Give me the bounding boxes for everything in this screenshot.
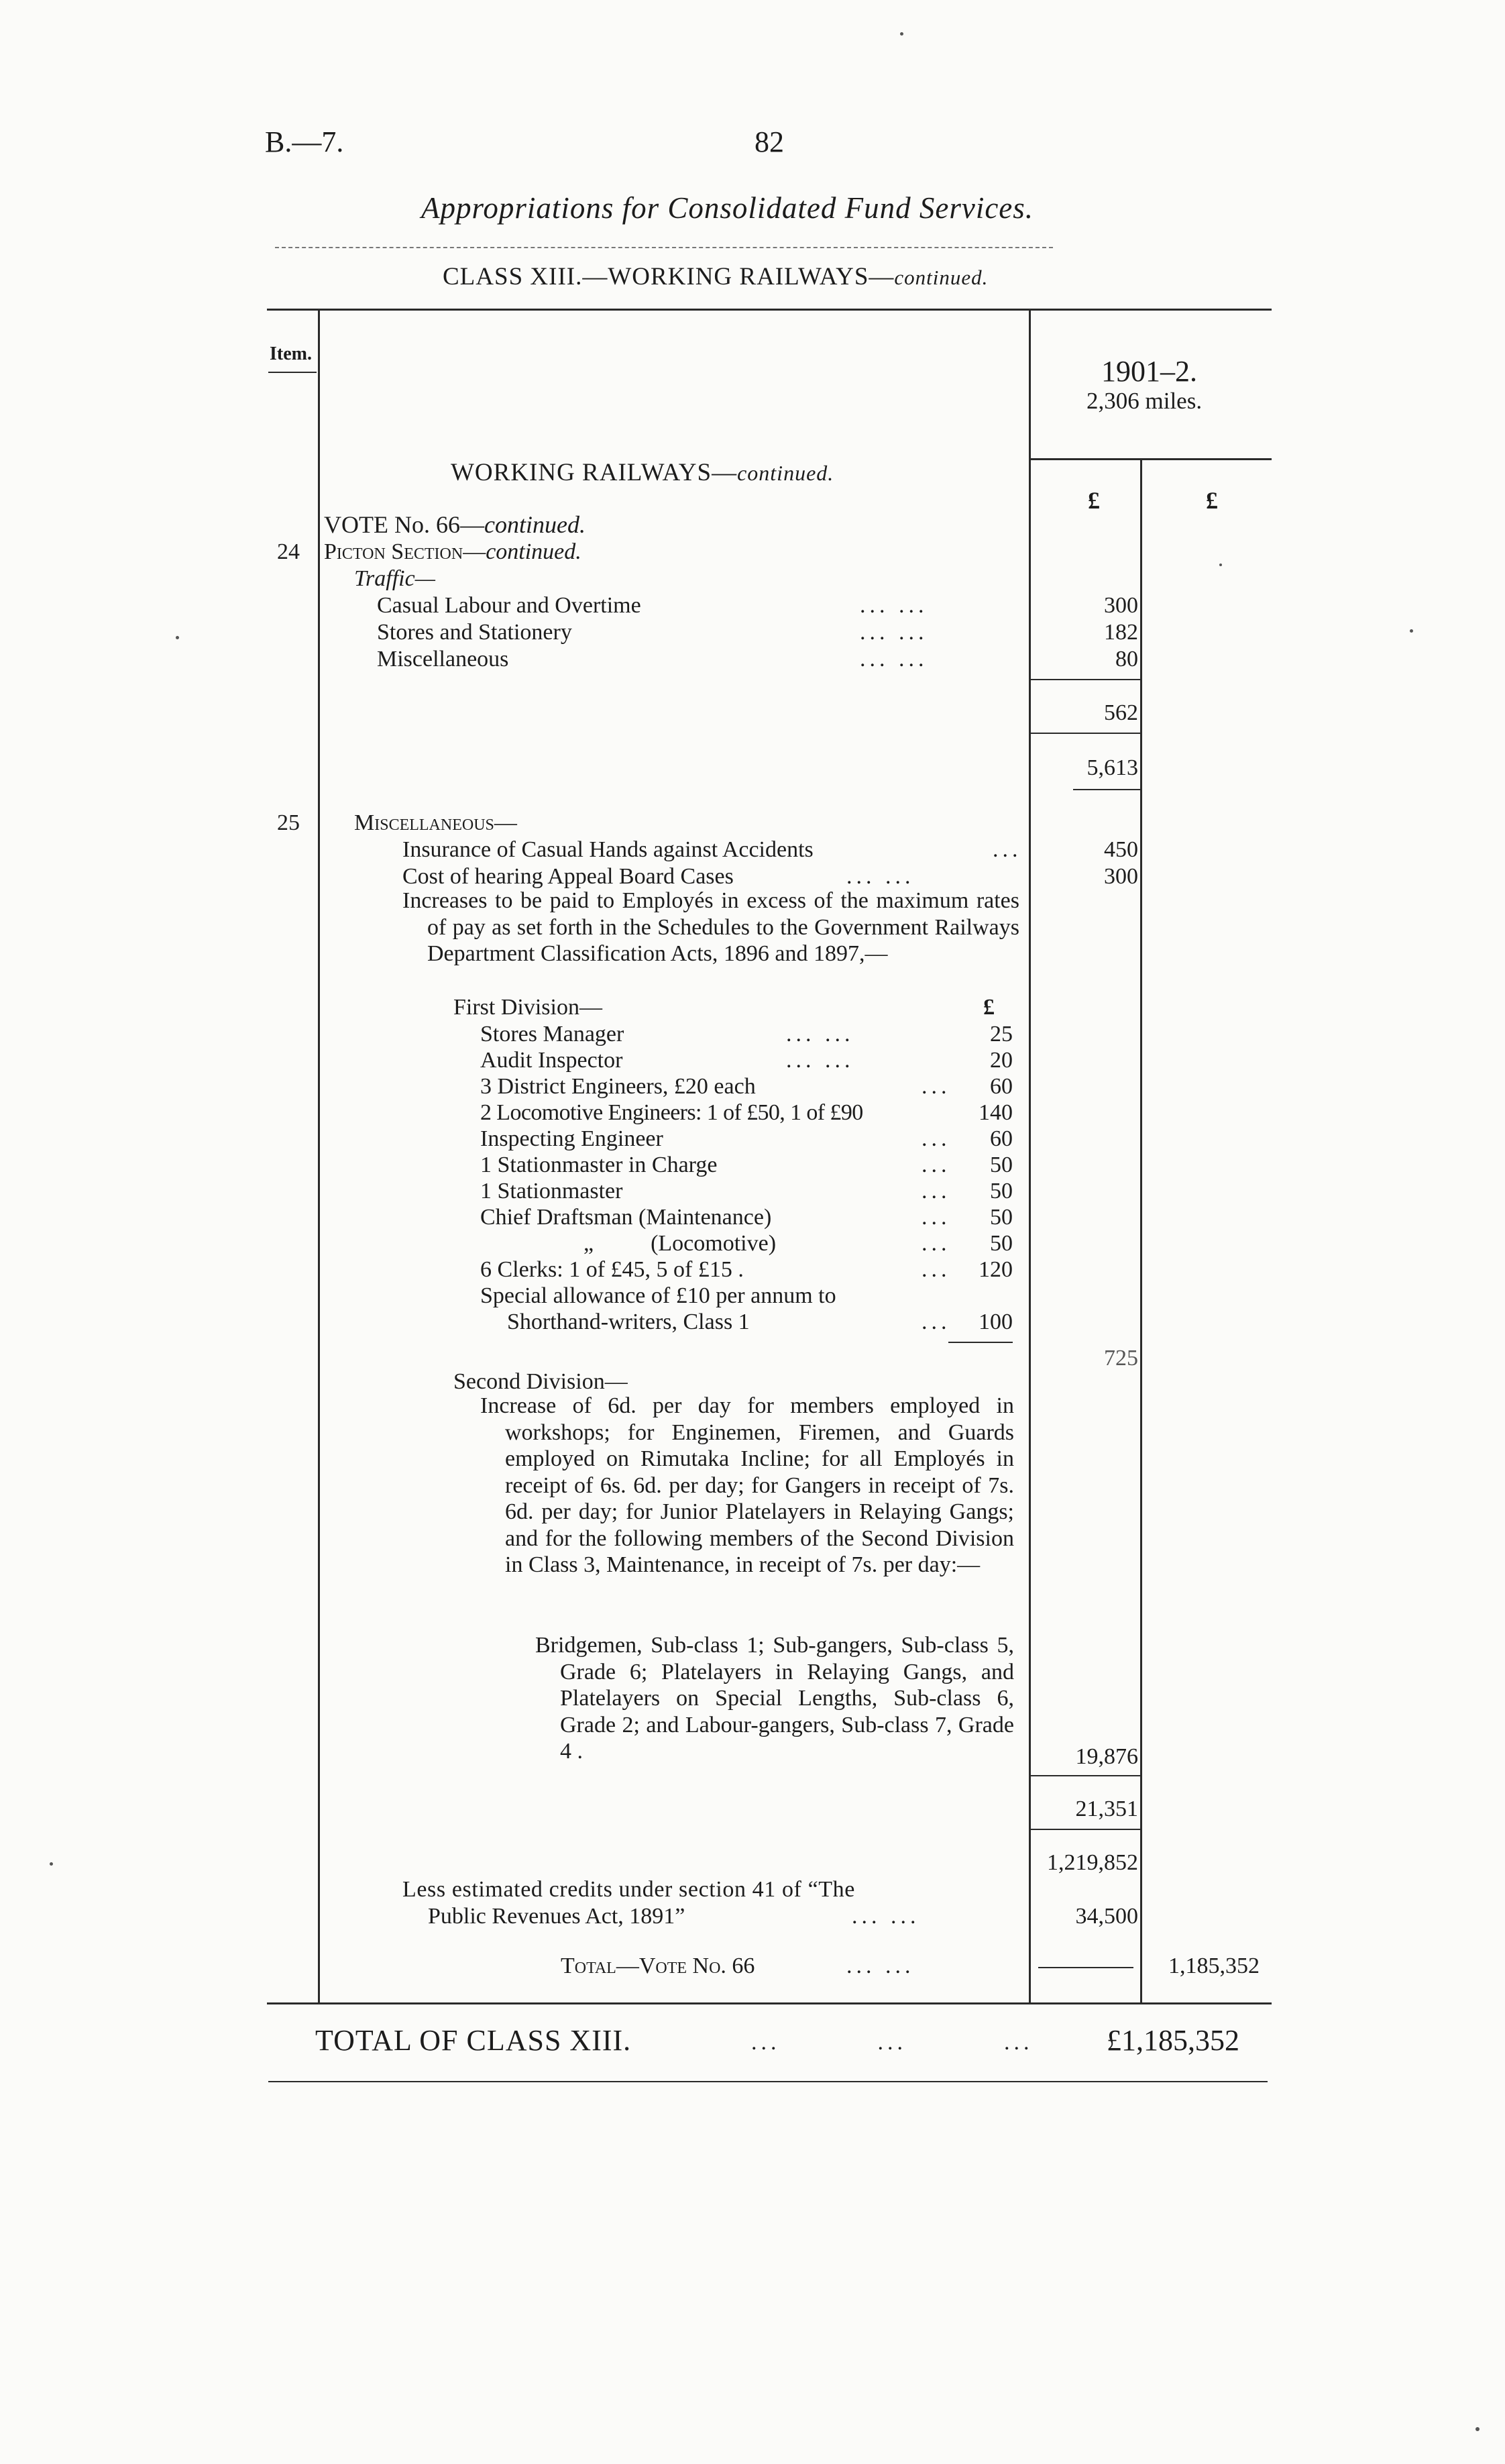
first-division-row-label: 2 Locomotive Engineers: 1 of £50, 1 of £90: [480, 1100, 863, 1125]
first-division-row-label: Inspecting Engineer: [480, 1126, 663, 1151]
vote-heading: [324, 513, 586, 537]
subtotal-rule: [1031, 1775, 1140, 1776]
first-division-row-value: 60: [990, 1074, 1013, 1099]
appeal-value: 300: [1104, 864, 1138, 889]
first-division-row-dots: ...: [922, 1074, 951, 1099]
vote-total-dots: ... ...: [846, 1953, 915, 1978]
less-credits-value: 34,500: [1075, 1904, 1138, 1929]
item-24-title-continued: continued.: [486, 539, 581, 564]
table-top-rule: [267, 309, 1272, 311]
first-division-row-value: 60: [990, 1126, 1013, 1151]
second-division-value: 19,876: [1075, 1744, 1138, 1769]
item-column-header: Item.: [270, 343, 312, 364]
special-allowance-value: 100: [979, 1309, 1013, 1334]
item-25-title: Miscellaneous—: [354, 810, 517, 835]
vote-heading-main: VOTE No. 66—: [324, 511, 484, 538]
second-division-title: Second Division—: [453, 1369, 628, 1394]
traffic-row-value: 80: [1115, 647, 1138, 672]
less-credits-dots: ... ...: [852, 1904, 920, 1929]
increases-paragraph: [402, 888, 1019, 967]
scan-speck: [900, 32, 903, 36]
traffic-row-dots: ... ...: [860, 593, 928, 618]
subtotal-rule: [1073, 789, 1140, 790]
first-division-row-value: 50: [990, 1231, 1013, 1256]
scan-speck: [176, 636, 179, 639]
miles-header: 2,306 miles.: [1086, 388, 1203, 414]
first-division-row-dots: ... ...: [786, 1048, 854, 1073]
subtotal-rule: [1031, 1829, 1140, 1830]
scan-speck: [1410, 629, 1413, 633]
second-division-subparagraph: [535, 1632, 1014, 1765]
first-division-pound: £: [983, 995, 995, 1020]
first-division-row-label: 3 District Engineers, £20 each: [480, 1074, 756, 1099]
first-division-rule: [948, 1342, 1013, 1343]
second-division-paragraph: [480, 1393, 1014, 1578]
first-division-row-dots: ...: [922, 1153, 951, 1177]
class-heading: [443, 264, 988, 289]
traffic-row-dots: ... ...: [860, 647, 928, 672]
traffic-row-label: Stores and Stationery: [377, 620, 572, 645]
amount-column-rule-mid: [1140, 458, 1142, 2002]
amount-column-rule-left: [1029, 311, 1031, 2002]
first-division-row-dots: ...: [922, 1126, 951, 1151]
first-division-row-label: Stores Manager: [480, 1022, 624, 1047]
first-division-row-dots: ...: [922, 1257, 951, 1282]
second-division-text: Increase of 6d. per day for members employed in workshops; for Enginemen, Firemen, and Guards employed on Rimutaka Incline; for all Employés in receipt of 6s. 6d. per day; for Gangers in receipt of 7s. 6d. per day; for Junior Platelayers in Relaying Gangs; and for the following members of the Second Division in Class 3, Maintenance, in receipt of 7s. per day:—: [480, 1393, 1014, 1577]
first-division-row-label: Chief Draftsman (Maintenance): [480, 1205, 772, 1230]
first-division-total: 725: [1104, 1346, 1138, 1371]
first-division-row-label: „ (Locomotive): [583, 1231, 777, 1256]
appeal-dots: ... ...: [846, 864, 915, 889]
traffic-row-value: 300: [1104, 593, 1138, 618]
traffic-subhead: Traffic—: [354, 566, 435, 591]
second-division-subtext: Bridgemen, Sub-class 1; Sub-gangers, Sub-class 5, Grade 6; Platelayers in Relaying Gangs, and Platelayers on Special Lengths, Sub-class 6, Grade 2; and Labour-gangers, Sub-class 7, Grade 4 .: [535, 1633, 1014, 1764]
subtotal-rule: [1031, 733, 1140, 734]
title-rule: [275, 247, 1053, 248]
miscellaneous-total: 21,351: [1075, 1797, 1138, 1821]
class-total-value: £1,185,352: [1107, 2024, 1239, 2057]
appeal-label: Cost of hearing Appeal Board Cases: [402, 864, 734, 889]
special-allowance-line1: Special allowance of £10 per annum to: [480, 1283, 836, 1308]
first-division-row-value: 120: [979, 1257, 1013, 1282]
item-24-number: 24: [277, 539, 300, 564]
page-number: 82: [755, 125, 784, 158]
scan-speck: [1475, 2427, 1480, 2431]
increases-text: Increases to be paid to Employés in excess of the maximum rates of pay as set forth in the Schedules to the Government Railways Department Classification Acts, 1896 and 1897,—: [402, 888, 1019, 966]
less-credits-line1: Less estimated credits under section 41 of “The: [402, 1877, 855, 1902]
first-division-row-value: 140: [979, 1100, 1013, 1125]
scan-speck: [50, 1862, 53, 1866]
page-title: Appropriations for Consolidated Fund Services.: [421, 191, 1034, 225]
first-division-row-dots: ... ...: [786, 1022, 854, 1047]
first-division-row-label: Audit Inspector: [480, 1048, 623, 1073]
picton-section-total: 5,613: [1086, 755, 1138, 780]
insurance-label: Insurance of Casual Hands against Accidents: [402, 837, 814, 862]
item-column-rule: [318, 311, 320, 2002]
first-division-row-dots: ...: [922, 1231, 951, 1256]
section-heading: [451, 460, 834, 485]
item-24-title-main: Picton Section—: [324, 539, 486, 564]
first-division-row-label: 6 Clerks: 1 of £45, 5 of £15 .: [480, 1257, 744, 1282]
class-heading-continued: continued.: [894, 266, 989, 289]
gross-total: 1,219,852: [1047, 1850, 1138, 1875]
class-total-dots: ... ... ...: [751, 2030, 1034, 2055]
special-allowance-dots: ...: [922, 1309, 951, 1334]
traffic-row-label: Casual Labour and Overtime: [377, 593, 641, 618]
first-division-row-value: 50: [990, 1153, 1013, 1177]
pound-sign-col1: £: [1088, 487, 1100, 514]
insurance-value: 450: [1104, 837, 1138, 862]
traffic-row-label: Miscellaneous: [377, 647, 509, 672]
first-division-row-dots: ...: [922, 1205, 951, 1230]
special-allowance-line2: Shorthand-writers, Class 1: [507, 1309, 750, 1334]
year-header: 1901–2.: [1101, 355, 1197, 388]
item-24-title: [324, 541, 581, 564]
first-division-row-dots: ...: [922, 1179, 951, 1203]
traffic-subtotal: 562: [1104, 700, 1138, 725]
item-header-rule: [268, 372, 317, 373]
vote-total-label: Total—Vote No. 66: [561, 1953, 755, 1978]
first-division-row-label: 1 Stationmaster in Charge: [480, 1153, 718, 1177]
first-division-row-value: 20: [990, 1048, 1013, 1073]
insurance-dots: ...: [993, 837, 1022, 862]
pound-sign-col2: £: [1206, 487, 1218, 514]
table-bottom-rule: [267, 2002, 1272, 2004]
final-rule: [268, 2081, 1268, 2082]
section-heading-main: WORKING RAILWAYS—: [451, 459, 738, 486]
section-heading-continued: continued.: [737, 461, 834, 485]
vote-total-rule: [1038, 1967, 1133, 1968]
first-division-row-value: 50: [990, 1205, 1013, 1230]
first-division-row-value: 50: [990, 1179, 1013, 1203]
traffic-row-dots: ... ...: [860, 620, 928, 645]
first-division-row-label: 1 Stationmaster: [480, 1179, 623, 1203]
vote-heading-continued: continued.: [484, 511, 586, 538]
item-25-number: 25: [277, 810, 300, 835]
first-division-row-value: 25: [990, 1022, 1013, 1047]
amount-header-rule: [1031, 458, 1272, 460]
class-heading-main: CLASS XIII.—WORKING RAILWAYS—: [443, 263, 895, 290]
scan-speck: [1219, 564, 1222, 566]
traffic-row-value: 182: [1104, 620, 1138, 645]
page-ref: B.—7.: [265, 125, 344, 158]
first-division-title: First Division—: [453, 995, 602, 1020]
subtotal-rule: [1031, 679, 1140, 680]
vote-total-value: 1,185,352: [1168, 1953, 1260, 1978]
less-credits-line2: Public Revenues Act, 1891”: [428, 1904, 685, 1929]
class-total-label: TOTAL OF CLASS XIII.: [315, 2024, 632, 2057]
